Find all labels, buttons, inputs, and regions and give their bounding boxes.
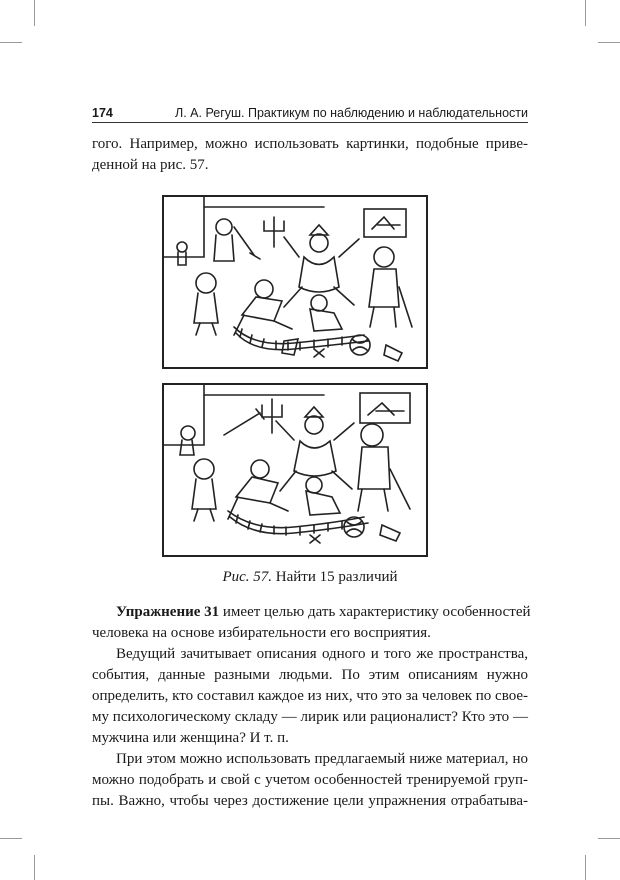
exercise-title: Упражнение 31 (116, 604, 220, 620)
crop-mark (598, 42, 620, 43)
text-line: При этом можно использовать предлагаемый ниже материал, но (116, 751, 528, 767)
crop-mark (0, 838, 22, 839)
crop-mark (0, 42, 22, 43)
text-line: му психологическому складу — лирик или рационалист? Кто это — (92, 709, 528, 725)
text-line: Ведущий зачитывает описания одного и того же пространства, (116, 646, 528, 662)
crop-mark (585, 0, 586, 26)
text-line: гого. Например, можно использовать картинки, подобные приве- (92, 136, 528, 152)
text-line: определить, кто составил каждое из них, что это за человек по свое- (92, 688, 529, 704)
text-line: пы. Важно, чтобы через достижение цели упражнения отрабатыва- (92, 793, 528, 809)
header-rule (92, 122, 528, 123)
exercise-text: имеет целью дать характеристику особенностей (222, 604, 531, 620)
text-line: события, данные разными людьми. По этим описаниям нужно (92, 667, 528, 683)
figure-label: Рис. 57. (222, 569, 273, 585)
body-paragraph (92, 749, 528, 812)
crop-mark (585, 855, 586, 880)
crop-mark (598, 838, 620, 839)
cartoon-illustration-top (162, 195, 428, 369)
page-number: 174 (92, 106, 113, 120)
text-line (92, 602, 531, 623)
text-line: денной на рис. 57. (92, 157, 209, 173)
cartoon-drawing (164, 197, 426, 367)
cartoon-drawing (164, 385, 426, 555)
text-line: можно подобрать и свой с учетом особенностей тренируемой груп- (92, 772, 528, 788)
figure-caption-text: Найти 15 различий (275, 569, 398, 585)
exercise-paragraph (92, 602, 531, 644)
crop-mark (34, 0, 35, 26)
running-head (92, 100, 528, 120)
running-title: Л. А. Регуш. Практикум по наблюдению и наблюдательности (175, 106, 528, 120)
intro-paragraph (92, 134, 528, 176)
text-line: человека на основе избирательности его восприятия. (92, 625, 431, 641)
text-line: мужчина или женщина? И т. п. (92, 730, 289, 746)
cartoon-illustration-bottom (162, 383, 428, 557)
figure-caption (92, 567, 528, 587)
body-paragraph (92, 644, 528, 749)
crop-mark (34, 855, 35, 880)
